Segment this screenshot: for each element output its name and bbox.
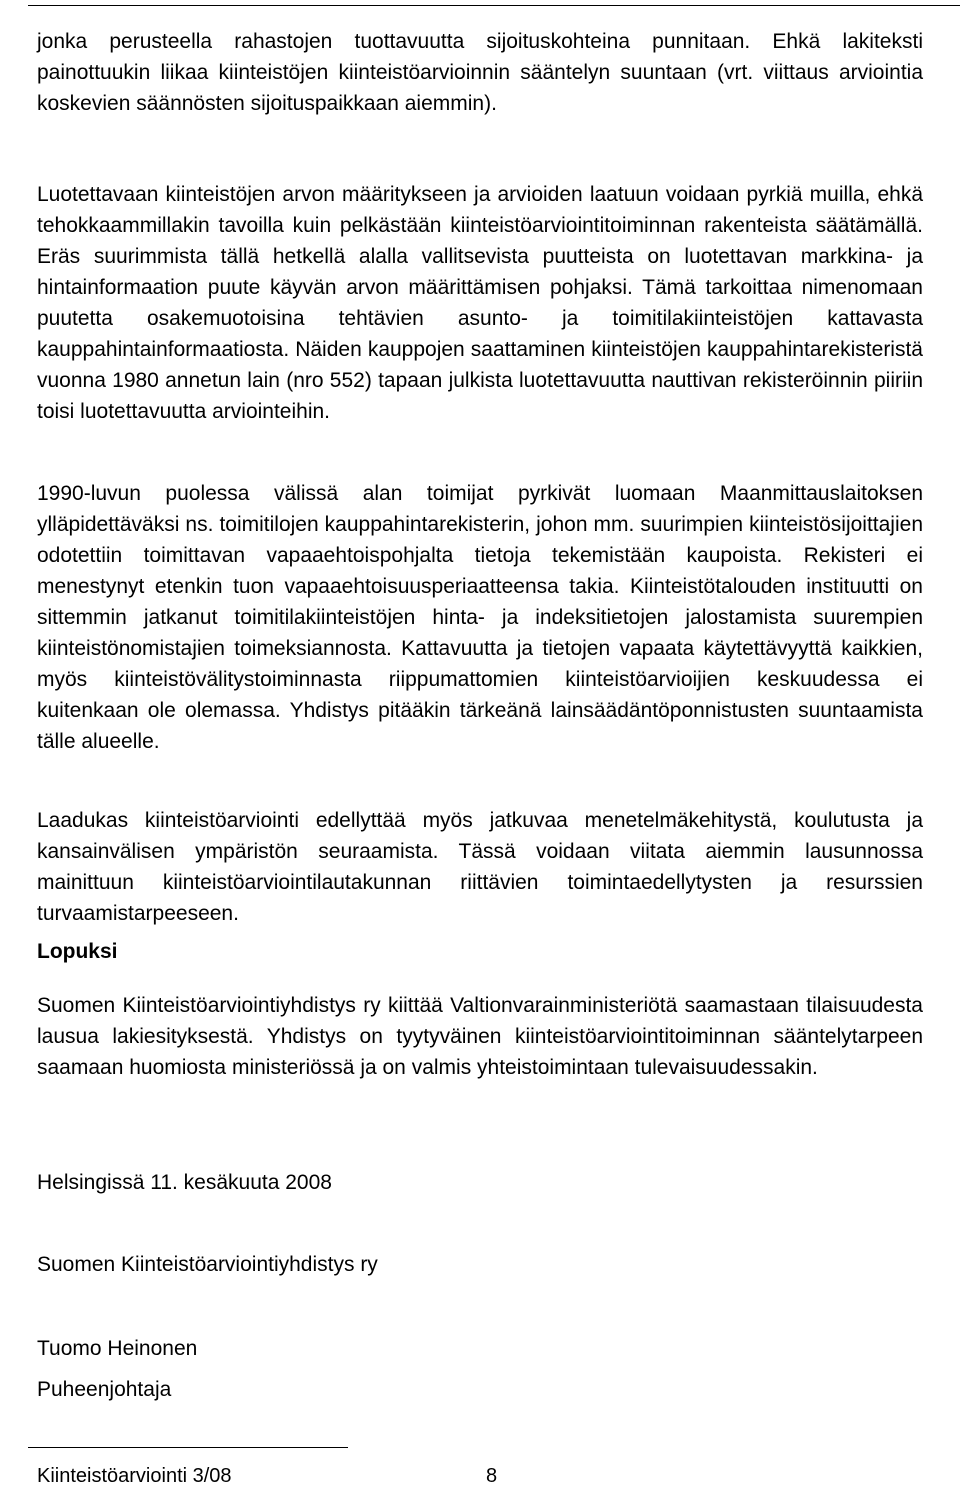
top-rule <box>28 5 960 6</box>
footer-rule <box>28 1447 348 1448</box>
signer-title: Puheenjohtaja <box>37 1378 172 1401</box>
signer-name: Tuomo Heinonen <box>37 1337 198 1360</box>
signature-organization: Suomen Kiinteistöarviointiyhdistys ry <box>37 1253 378 1276</box>
paragraph-3: 1990-luvun puolessa välissä alan toimijat pyrkivät luomaan Maanmittauslaitoksen ylläpidettäväksi ns. toimitilojen kauppahintarekisterin, johon mm. suurimpien kiinteistösijoittajien odotettiin toimittavan vapaaehtoispohjalta tietoja tekemistään kaupoista. Rekisteri ei menestynyt etenkin tuon vapaaehtoisuusperiaatteensa takia. Kiinteistötalouden instituutti on sittemmin jatkanut toimitilakiinteistöjen hinta- ja indeksitietojen jalostamista suurempien kiinteistönomistajien toimeksiannosta. Kattavuutta ja tietojen vapaata käytettävyyttä kaikkien, myös kiinteistövälitystoiminnasta riippumattomien kiinteistöarvioijien keskuudessa ei kuitenkaan ole olemassa. Yhdistys pitääkin tärkeänä lainsäädäntöponnistusten suuntaamista tälle alueelle. <box>37 482 923 753</box>
closing-paragraph: Suomen Kiinteistöarviointiyhdistys ry kiittää Valtionvarainministeriötä saamastaan tilaisuudesta lausua lakiesityksestä. Yhdistys on tyytyväinen kiinteistöarviointitoiminnan sääntelytarpeen saamaan huomiosta ministeriössä ja on valmis yhteistoimintaan tulevaisuudessakin. <box>37 994 923 1079</box>
paragraph-1: jonka perusteella rahastojen tuottavuutta sijoituskohteina punnitaan. Ehkä lakiteksti painottuukin liikaa kiinteistöjen kiinteistöarvioinnin sääntelyn suuntaan (vrt. viittaus arviointia koskevien säännösten sijoituspaikkaan aiemmin). <box>37 30 923 115</box>
footer-page-number: 8 <box>486 1465 498 1487</box>
footer-publication: Kiinteistöarviointi 3/08 <box>37 1465 232 1487</box>
signature-date: Helsingissä 11. kesäkuuta 2008 <box>37 1171 332 1194</box>
paragraph-4: Laadukas kiinteistöarviointi edellyttää myös jatkuvaa menetelmäkehitystä, koulutusta ja kansainvälisen ympäristön seuraamista. Tässä voidaan viitata aiemmin lausunnossa mainittuun kiinteistöarviointilautakunnan riittävien toimintaedellytysten ja resurssien turvaamistarpeeseen. <box>37 809 923 925</box>
paragraph-2: Luotettavaan kiinteistöjen arvon määritykseen ja arvioiden laatuun voidaan pyrkiä muilla, ehkä tehokkaammillakin tavoilla kuin pelkästään kiinteistöarviointitoiminnan rakenteista säätämällä. Eräs suurimmista tällä hetkellä alalla vallitsevista puutteista on luotettavan markkina- ja hintainformaation puute käyvän arvon määrittämisen pohjaksi. Tämä tarkoittaa nimenomaan puutetta osakemuotoisina tehtävien asunto- ja toimitilakiinteistöjen kattavasta kauppahintainformaatiosta. Näiden kauppojen saattaminen kiinteistöjen kauppahintarekisteristä vuonna 1980 annetun lain (nro 552) tapaan julkista luotettavuutta nauttivan rekisteröinnin piiriin toisi luotettavuutta arviointeihin. <box>37 183 923 423</box>
section-heading: Lopuksi <box>37 940 118 963</box>
